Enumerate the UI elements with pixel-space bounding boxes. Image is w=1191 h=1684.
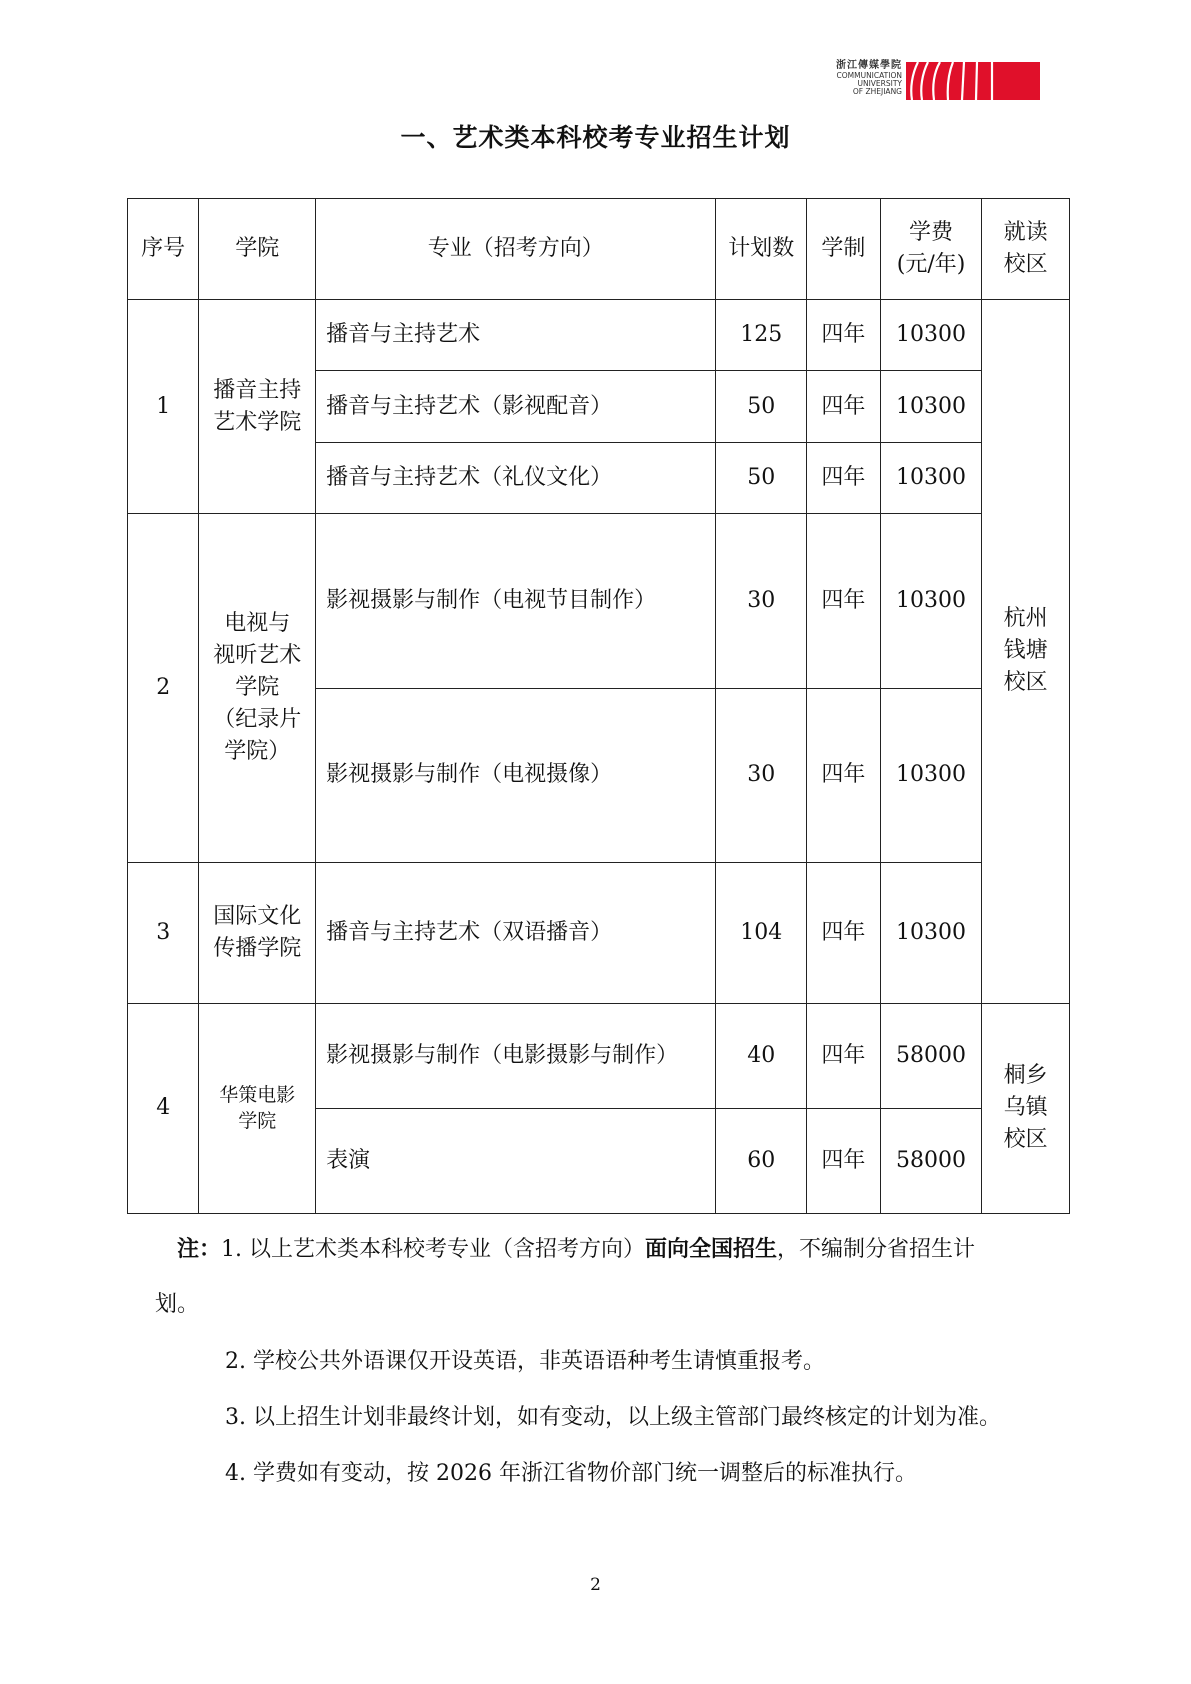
note-1 [177, 1232, 975, 1263]
fee-cell: 10300 [880, 514, 982, 688]
logo-en-1: COMMUNICATION [836, 71, 902, 80]
note-1-continued: 划。 [155, 1292, 200, 1317]
college-line: 学院 [238, 1110, 277, 1133]
note-3: 3. 以上招生计划非最终计划，如有变动，以上级主管部门最终核定的计划为准。 [225, 1405, 1001, 1430]
header-major: 专业（招考方向） [316, 199, 716, 300]
college-line: 学院） [224, 739, 291, 765]
campus-line: 钱塘 [1003, 638, 1048, 664]
major-cell: 播音与主持艺术 [316, 300, 716, 371]
campus-line: 杭州 [1003, 606, 1048, 632]
header-campus-line2: 校区 [1003, 252, 1048, 277]
header-fee-line2: (元/年) [896, 252, 966, 277]
fee-cell: 10300 [880, 442, 982, 513]
duration-cell: 四年 [807, 371, 881, 442]
header-duration: 学制 [807, 199, 881, 300]
campus-line: 桐乡 [1003, 1063, 1048, 1089]
college-line: 电视与 [224, 611, 291, 637]
college-line: 播音主持 [213, 377, 302, 403]
seq-cell: 4 [128, 1003, 199, 1213]
note-1-text-a: 1. 以上艺术类本科校考专业（含招考方向） [221, 1237, 646, 1262]
header-campus [982, 199, 1070, 300]
college-line: 学院 [235, 675, 280, 701]
logo-text [836, 60, 902, 96]
plan-cell: 50 [716, 371, 807, 442]
fee-cell: 10300 [880, 300, 982, 371]
logo-cn: 浙江傳媒學院 [836, 60, 902, 71]
college-line: 国际文化 [213, 903, 302, 929]
header-seq: 序号 [128, 199, 199, 300]
table-row [128, 1003, 1070, 1108]
note-2: 2. 学校公共外语课仅开设英语，非英语语种考生请慎重报考。 [225, 1349, 825, 1374]
duration-cell: 四年 [807, 1108, 881, 1213]
logo-en-3: OF ZHEJIANG [852, 87, 902, 96]
major-cell: 播音与主持艺术（礼仪文化） [316, 442, 716, 513]
plan-cell: 104 [716, 863, 807, 1004]
college-cell [199, 300, 316, 514]
fee-cell: 58000 [880, 1003, 982, 1108]
header-fee-line1: 学费 [909, 220, 954, 245]
duration-cell: 四年 [807, 514, 881, 688]
major-cell: 影视摄影与制作（电视摄像） [316, 688, 716, 862]
plan-cell: 30 [716, 688, 807, 862]
table-header-row [128, 199, 1070, 300]
major-cell: 表演 [316, 1108, 716, 1213]
logo-mark-icon [906, 62, 1040, 100]
plan-cell: 60 [716, 1108, 807, 1213]
college-cell [199, 514, 316, 863]
header-plan: 计划数 [716, 199, 807, 300]
campus-cell [982, 300, 1070, 1004]
campus-line: 乌镇 [1003, 1095, 1048, 1121]
enrollment-plan-table [127, 198, 1070, 1214]
college-cell [199, 1003, 316, 1213]
plan-cell: 40 [716, 1003, 807, 1108]
major-cell: 播音与主持艺术（双语播音） [316, 863, 716, 1004]
plan-cell: 30 [716, 514, 807, 688]
plan-cell: 50 [716, 442, 807, 513]
duration-cell: 四年 [807, 442, 881, 513]
college-line: 艺术学院 [213, 409, 302, 435]
university-logo [820, 60, 1040, 100]
page-title: 一、艺术类本科校考专业招生计划 [400, 123, 791, 152]
table-row [128, 514, 1070, 688]
note-4: 4. 学费如有变动，按 2026 年浙江省物价部门统一调整后的标准执行。 [225, 1461, 917, 1486]
header-campus-line1: 就读 [1003, 220, 1048, 245]
duration-cell: 四年 [807, 863, 881, 1004]
seq-cell: 2 [128, 514, 199, 863]
college-line: 视听艺术 [213, 643, 302, 669]
header-college: 学院 [199, 199, 316, 300]
fee-cell: 10300 [880, 371, 982, 442]
table-row [128, 300, 1070, 371]
campus-cell [982, 1003, 1070, 1213]
college-line: （纪录片 [213, 707, 302, 733]
seq-cell: 3 [128, 863, 199, 1004]
logo-en-2: UNIVERSITY [857, 79, 902, 88]
note-1-text-b: ，不编制分省招生计 [777, 1237, 976, 1262]
fee-cell: 10300 [880, 863, 982, 1004]
major-cell: 影视摄影与制作（电视节目制作） [316, 514, 716, 688]
page-number: 2 [590, 1575, 601, 1595]
fee-cell: 10300 [880, 688, 982, 862]
seq-cell: 1 [128, 300, 199, 514]
college-line: 华策电影 [219, 1084, 296, 1107]
note-1-emphasis: 面向全国招生 [645, 1237, 778, 1262]
notes-label: 注： [177, 1237, 222, 1262]
header-fee [880, 199, 982, 300]
major-cell: 播音与主持艺术（影视配音） [316, 371, 716, 442]
major-cell: 影视摄影与制作（电影摄影与制作） [316, 1003, 716, 1108]
campus-line: 校区 [1003, 1127, 1048, 1153]
table-row [128, 863, 1070, 1004]
college-line: 传播学院 [213, 935, 302, 961]
plan-cell: 125 [716, 300, 807, 371]
duration-cell: 四年 [807, 688, 881, 862]
campus-line: 校区 [1003, 670, 1048, 696]
duration-cell: 四年 [807, 1003, 881, 1108]
duration-cell: 四年 [807, 300, 881, 371]
college-cell [199, 863, 316, 1004]
fee-cell: 58000 [880, 1108, 982, 1213]
